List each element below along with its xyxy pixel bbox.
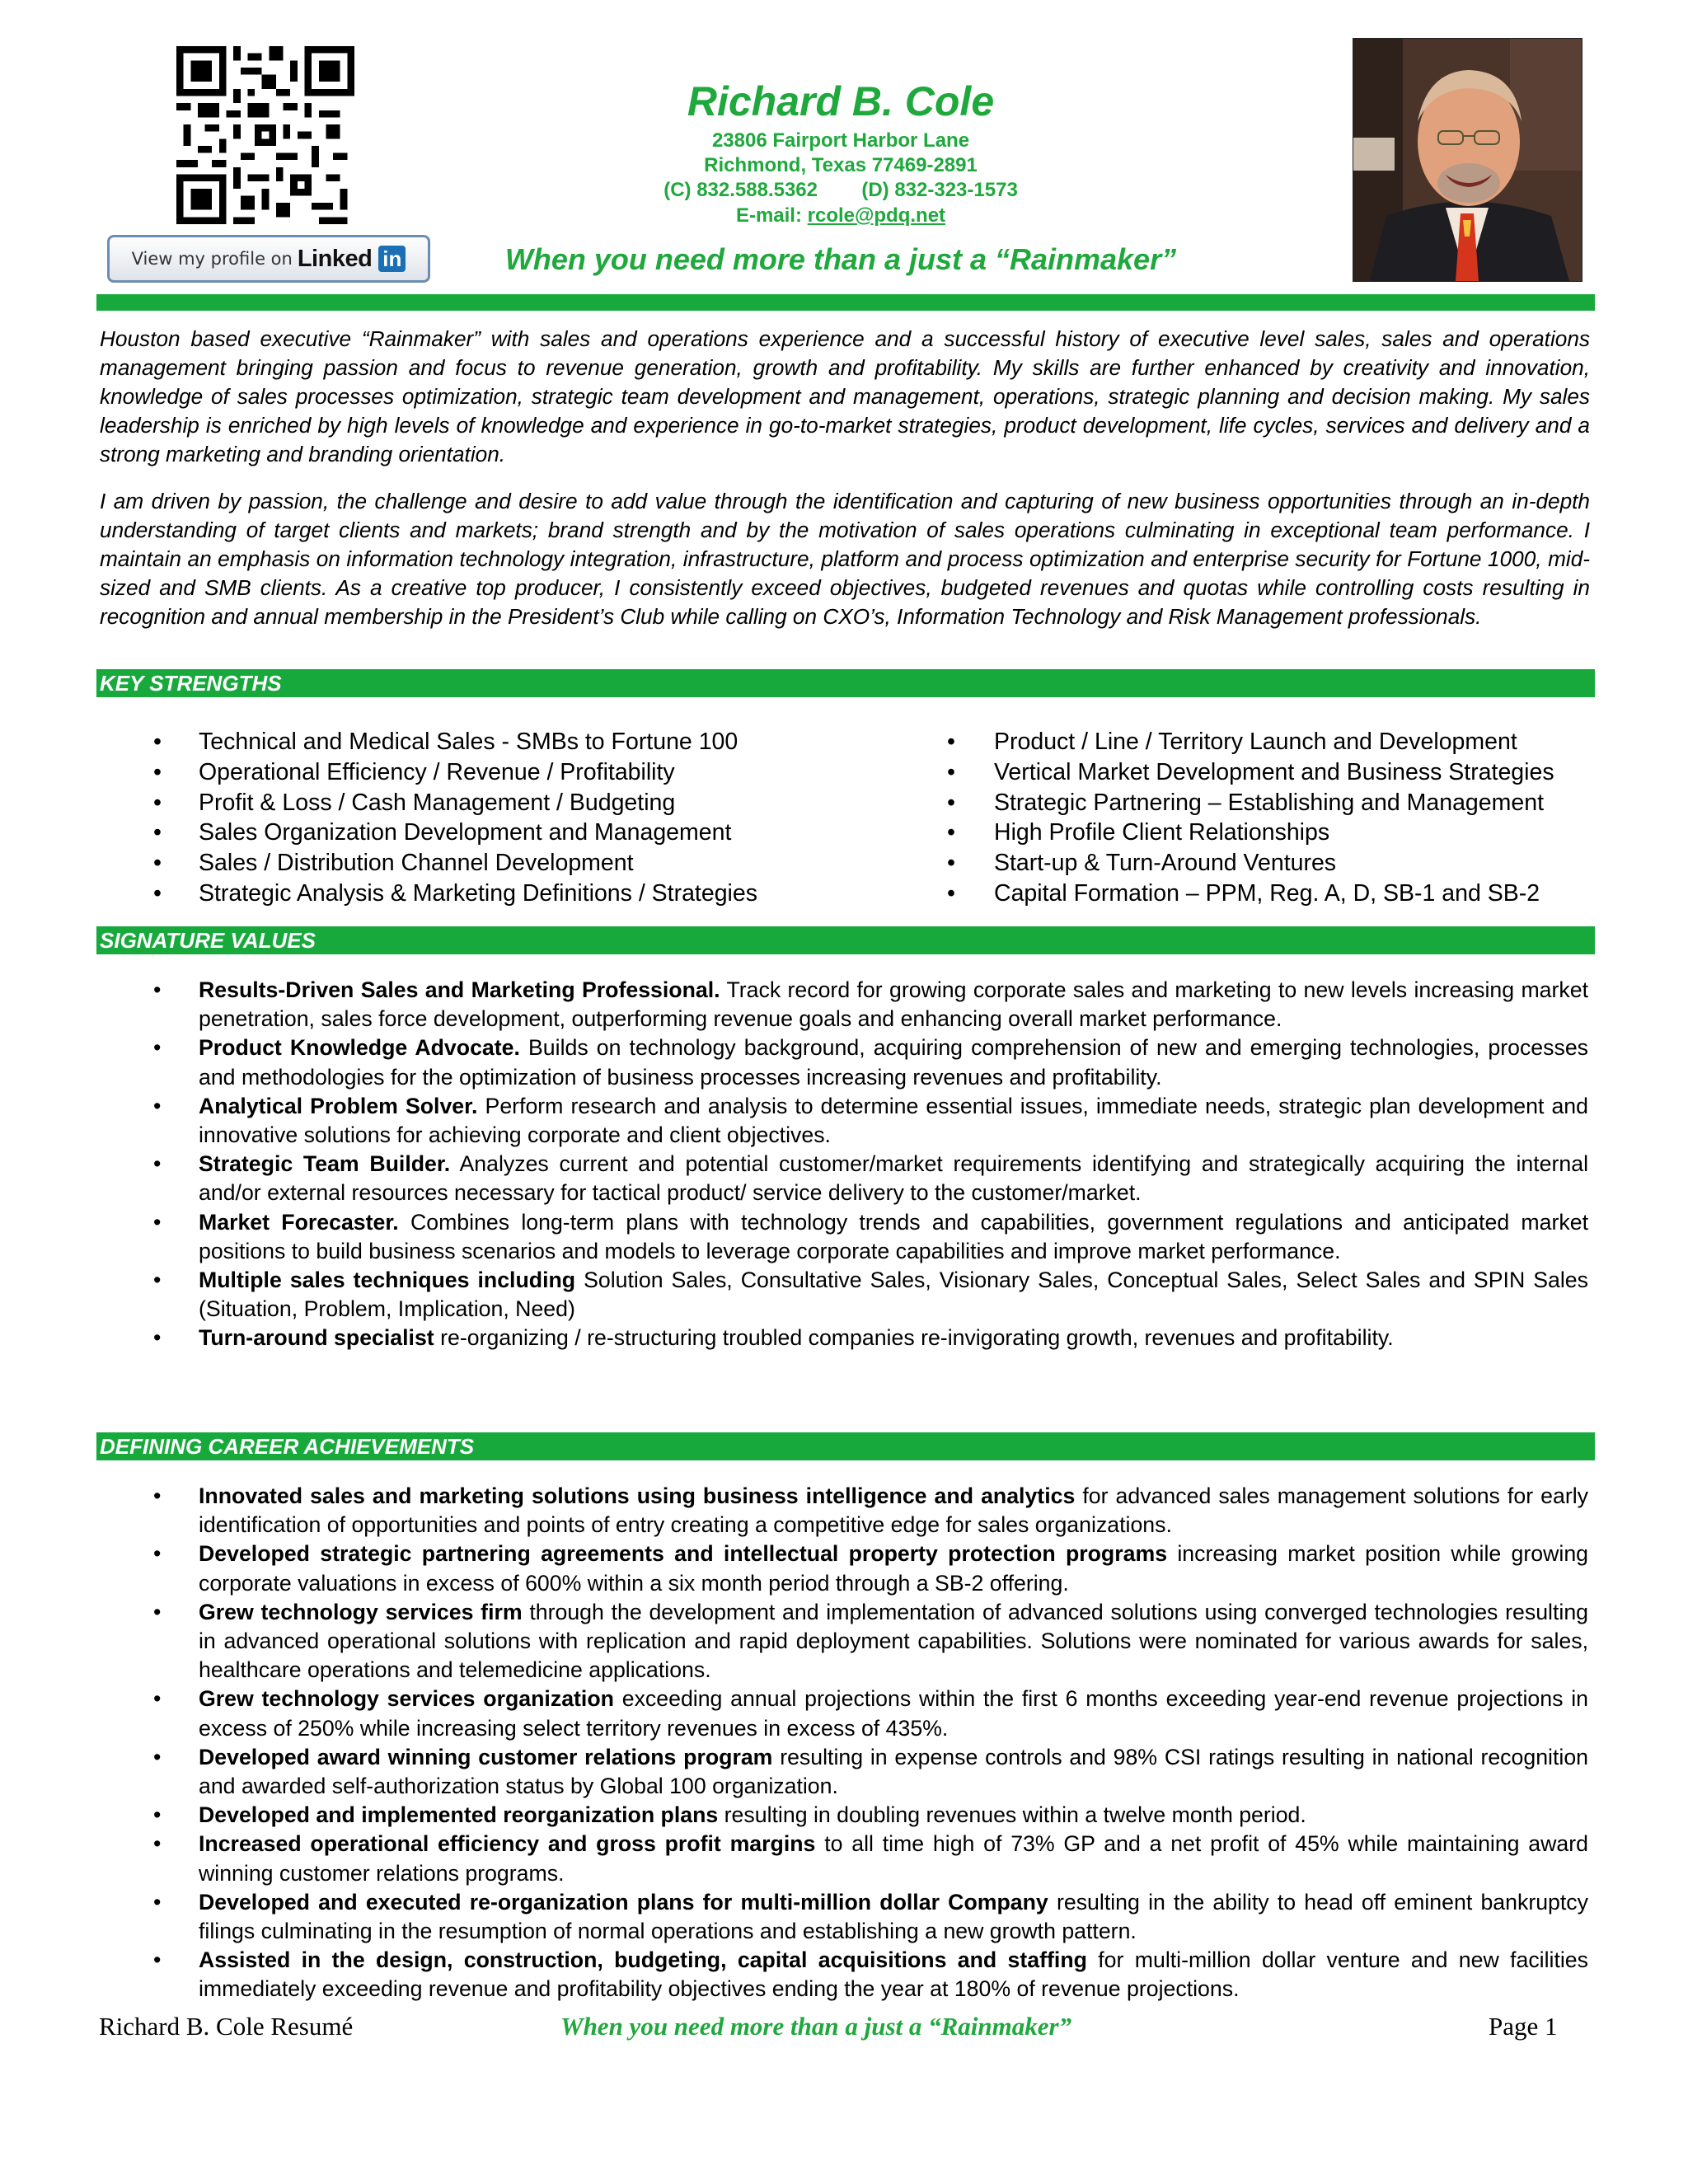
list-item: • Strategic Partnering – Establishing and Management [893, 788, 1618, 818]
list-item: • Operational Efficiency / Revenue / Profitability [99, 757, 857, 788]
item-text: Perform research and analysis to determine essential issues, immediate needs, strategic plan development and innovative solutions for achieving corporate and client objectives. [199, 1093, 1588, 1148]
summary [100, 325, 1590, 631]
list-item [99, 1598, 1588, 1685]
item-text: resulting in the ability to head off eminent bankruptcy filings culminating in the resumption of normal operations and establishing a new growth pattern. [199, 1889, 1588, 1944]
list-item [99, 1033, 1588, 1091]
item-text: resulting in doubling revenues within a twelve month period. [718, 1802, 1306, 1828]
linkedin-in-icon: in [378, 246, 406, 272]
email-line [544, 204, 1137, 227]
list-item [99, 1743, 1588, 1801]
list-item [99, 1830, 1588, 1887]
key-strengths-right-list [893, 727, 1618, 909]
item-text: increasing market position while growing corporate valuations in excess of 600% within a six month period through a SB-2 offering. [199, 1541, 1589, 1596]
key-strengths-left-list [99, 727, 857, 909]
address-street: 23806 Fairport Harbor Lane [711, 129, 970, 152]
summary-paragraph-2: I am driven by passion, the challenge and desire to add value through the identification and capturing of new business opportunities through an in-depth understanding of target clients and markets; brand strength and by the motivation of sales operations culminating in exceptional team performance. I maintain an emphasis on information technology integration, infrastructure, platform and process optimization and enterprise security for Fortune 1000, mid-sized and SMB clients. As a creative top producer, I consistently exceed objectives, budgeted revenues and quotas while controlling costs resulting in recognition and annual membership in the President’s Club while calling on CXO’s, Information Technology and Risk Management professionals. [100, 489, 1590, 629]
item-heading: Developed award winning customer relations program [199, 1744, 773, 1769]
list-item [99, 1482, 1588, 1540]
item-text: re-organizing / re-structuring troubled companies re-invigorating growth, revenues and profitability. [434, 1325, 1394, 1351]
email-label: E-mail: [735, 204, 808, 227]
item-heading: Innovated sales and marketing solutions using business intelligence and analytics [199, 1483, 1076, 1508]
list-item [99, 1540, 1588, 1597]
item-text: to all time high of 73% GP and a net profit of 45% while maintaining award winning customer relations programs. [199, 1831, 1588, 1886]
item-heading: Grew technology services firm [199, 1599, 523, 1624]
signature-values-list [99, 976, 1588, 1353]
list-item [99, 1324, 1588, 1352]
item-text: Combines long-term plans with technology trends and capabilities, government regulations and anticipated market positions to build business scenarios and models to leverage corporate capabilities and improve market performance. [199, 1209, 1588, 1263]
item-text: Track record for growing corporate sales and marketing to new levels increasing market penetration, sales force development, outperforming revenue goals and enhancing overall market performance. [199, 977, 1588, 1032]
item-text: for multi-million dollar venture and new facilities immediately exceeding revenue and profitability objectives ending the year at 180% of revenue projections. [199, 1947, 1588, 2002]
career-achievements-list [99, 1482, 1588, 2004]
list-item: • High Profile Client Relationships [893, 818, 1618, 848]
qr-code-icon [176, 46, 354, 224]
list-item [99, 1092, 1588, 1150]
list-item: • Product / Line / Territory Launch and Development [893, 727, 1618, 757]
list-item [99, 1946, 1588, 2004]
item-heading: Developed and executed re-organization plans for multi-million dollar Company [199, 1889, 1048, 1915]
email-link[interactable]: rcole@pdq.net [807, 204, 946, 227]
list-item: • Technical and Medical Sales - SMBs to Fortune 100 [99, 727, 857, 757]
list-item: • Profit & Loss / Cash Management / Budgeting [99, 788, 857, 818]
item-heading: Analytical Problem Solver. [199, 1093, 478, 1118]
item-text: Solution Sales, Consultative Sales, Visionary Sales, Conceptual Sales, Select Sales and SPIN Sales (Situation, Problem, Implication, Need) [199, 1268, 1588, 1322]
list-item: • Sales Organization Development and Management [99, 818, 857, 848]
item-text: Analyzes current and potential customer/market requirements identifying and strategically acquiring the internal and/or external resources necessary for tactical product/ service delivery to the customer/market. [199, 1151, 1588, 1206]
summary-paragraph-1: Houston based executive “Rainmaker” with sales and operations experience and a successful history of executive level sales, sales and operations management bringing passion and focus to revenue generation, growth and profitability. My skills are further enhanced by creativity and innovation, knowledge of sales processes optimization, strategic team development and management, operations, strategic planning and decision making. My sales leadership is enriched by high levels of knowledge and experience in go-to-market strategies, product development, life cycles, services and delivery and a strong marketing and branding orientation. [100, 326, 1590, 466]
list-item: • Vertical Market Development and Business Strategies [893, 757, 1618, 788]
item-text: through the development and implementation of advanced solutions using converged technologies resulting in advanced operational solutions with replication and rapid deployment capabilities. Solutions were nominated for various awards for sales, healthcare operations and telemedicine applications. [199, 1599, 1588, 1683]
item-heading: Developed strategic partnering agreements and intellectual property protection programs [199, 1541, 1168, 1567]
address-city: Richmond, Texas 77469-2891 [704, 154, 978, 176]
section-career-achievements: DEFINING CAREER ACHIEVEMENTS [96, 1432, 1595, 1460]
footer-tagline: When you need more than a just a “Rainmaker” [560, 2012, 1072, 2041]
list-item [99, 976, 1588, 1033]
section-key-strengths: KEY STRENGTHS [96, 669, 1595, 697]
linkedin-logo-text: Linked [297, 245, 373, 272]
list-item [99, 1888, 1588, 1946]
list-item [99, 1801, 1588, 1830]
item-heading: Grew technology services organization [199, 1686, 614, 1712]
header-divider [96, 294, 1595, 311]
footer-title: Richard B. Cole Resumé [99, 2012, 354, 2041]
item-heading: Assisted in the design, construction, budgeting, capital acquisitions and staffing [199, 1947, 1087, 1973]
footer-page-number: Page 1 [1489, 2012, 1558, 2041]
item-text: Builds on technology background, acquiring comprehension of new and emerging technologies, processes and methodologies for the optimization of business processes increasing revenues and profitability. [199, 1035, 1589, 1090]
item-heading: Results-Driven Sales and Marketing Professional. [199, 977, 720, 1002]
item-heading: Product Knowledge Advocate. [199, 1035, 520, 1061]
item-heading: Increased operational efficiency and gross profit margins [199, 1831, 816, 1857]
item-heading: Turn-around specialist [199, 1325, 434, 1351]
item-text: for advanced sales management solutions for early identification of opportunities and points of entry creating a competitive edge for sales organizations. [199, 1483, 1588, 1538]
phone-numbers: (C) 832.588.5362 (D) 832-323-1573 [663, 179, 1018, 201]
list-item [99, 1685, 1588, 1742]
list-item: • Capital Formation – PPM, Reg. A, D, SB-1 and SB-2 [893, 879, 1618, 909]
item-text: resulting in expense controls and 98% CSI ratings resulting in national recognition and awarded self-authorization status by Global 100 organization. [199, 1744, 1589, 1799]
list-item: • Strategic Analysis & Marketing Definitions / Strategies [99, 879, 857, 909]
item-heading: Strategic Team Builder. [199, 1151, 451, 1177]
list-item [99, 1150, 1588, 1207]
list-item: • Start-up & Turn-Around Ventures [893, 848, 1618, 879]
tagline: When you need more than a just a “Rainmaker” [504, 242, 1177, 276]
portrait-photo [1353, 38, 1582, 282]
list-item [99, 1266, 1588, 1324]
linkedin-view-text: View my profile on [131, 249, 293, 269]
list-item [99, 1208, 1588, 1266]
candidate-name: Richard B. Cole [687, 78, 995, 124]
item-heading: Multiple sales techniques including [199, 1268, 576, 1293]
item-heading: Market Forecaster. [199, 1209, 399, 1235]
linkedin-profile-button[interactable] [107, 235, 430, 283]
section-signature-values: SIGNATURE VALUES [96, 926, 1595, 954]
list-item: • Sales / Distribution Channel Development [99, 848, 857, 879]
item-heading: Developed and implemented reorganization plans [199, 1802, 719, 1828]
item-text: exceeding annual projections within the first 6 months exceeding year-end revenue projections in excess of 250% while increasing select territory revenues in excess of 435%. [199, 1686, 1588, 1741]
